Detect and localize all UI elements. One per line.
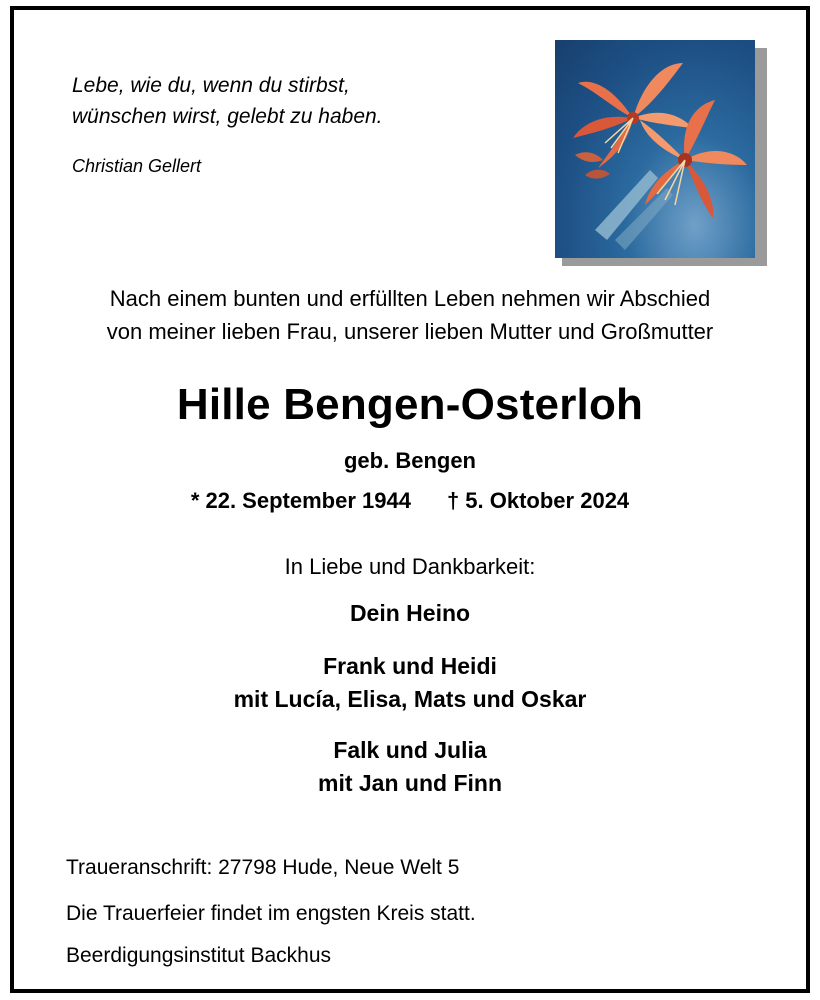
undertaker-name: Beerdigungsinstitut Backhus (66, 944, 331, 967)
mourner-group-2 (14, 650, 806, 716)
quote-line-1: Lebe, wie du, wenn du stirbst, (72, 74, 350, 97)
life-dates (14, 488, 806, 514)
mourners-intro: In Liebe und Dankbarkeit: (284, 554, 536, 579)
amaryllis-illustration (555, 40, 755, 258)
maiden-name: geb. Bengen (343, 448, 476, 473)
deceased-name: Hille Bengen-Osterloh (176, 380, 644, 429)
mourner-group-2-line-2: mit Lucía, Elisa, Mats und Oskar (233, 686, 587, 712)
intro-text (14, 282, 806, 348)
quote-line-2: wünschen wirst, gelebt zu haben. (72, 105, 383, 128)
mourner-group-2-line-1: Frank und Heidi (323, 653, 497, 679)
quote-author: Christian Gellert (72, 156, 202, 176)
ceremony-note: Die Trauerfeier findet im engsten Kreis statt. (66, 902, 476, 925)
mourner-group-3-line-1: Falk und Julia (333, 737, 487, 763)
flower-photo (555, 40, 755, 258)
mourner-group-1: Dein Heino (349, 600, 471, 626)
intro-line-2: von meiner lieben Frau, unserer lieben Mutter und Großmutter (106, 319, 714, 344)
obituary-frame (10, 6, 810, 993)
mourning-address: Traueranschrift: 27798 Hude, Neue Welt 5 (66, 856, 460, 879)
mourner-group-3 (14, 734, 806, 800)
birth-date: * 22. September 1944 (190, 488, 411, 513)
mourner-group-3-line-2: mit Jan und Finn (318, 770, 502, 796)
intro-line-1: Nach einem bunten und erfüllten Leben nehmen wir Abschied (109, 286, 711, 311)
quote (72, 70, 383, 132)
death-date: † 5. Oktober 2024 (446, 488, 630, 513)
